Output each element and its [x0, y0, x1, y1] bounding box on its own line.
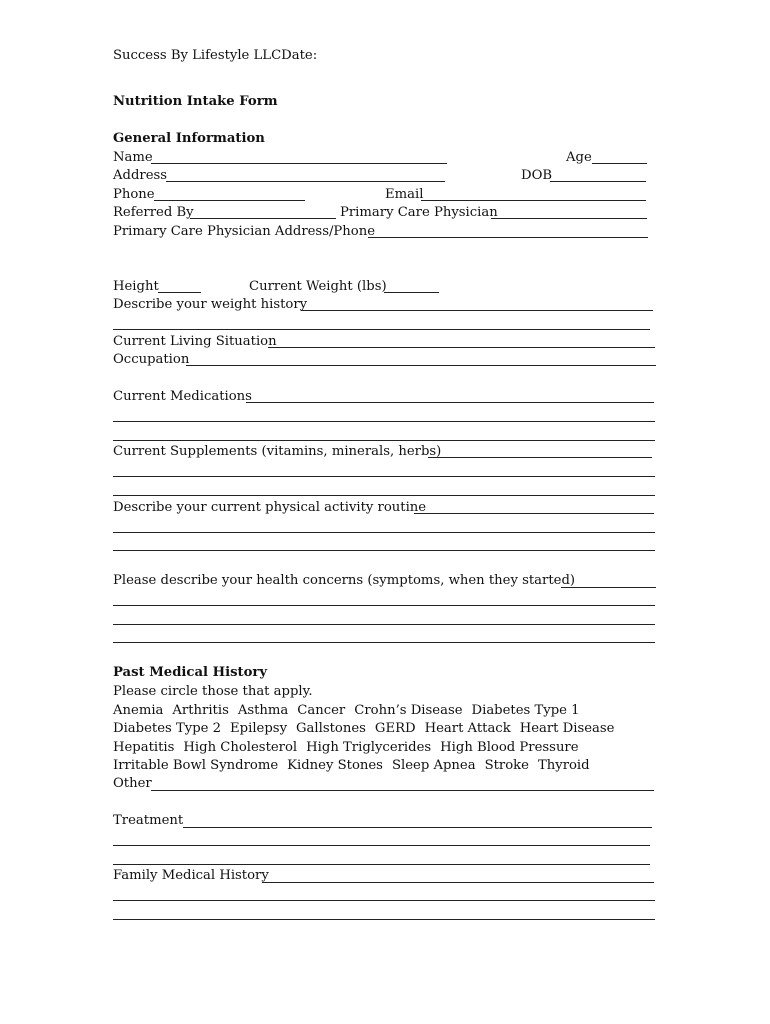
medications-field-line-2[interactable] — [113, 421, 655, 422]
email-label: Email — [385, 187, 424, 202]
condition-option[interactable]: Cancer — [297, 703, 346, 718]
address-field[interactable] — [166, 181, 445, 182]
condition-option[interactable]: Thyroid — [537, 758, 590, 773]
referred-by-label: Referred By — [113, 205, 194, 220]
condition-option[interactable]: Sleep Apnea — [391, 758, 476, 773]
age-label: Age — [566, 150, 592, 165]
condition-option[interactable]: Anemia — [113, 703, 164, 718]
condition-option[interactable]: Heart Disease — [519, 721, 615, 736]
health-concerns-field-line-4[interactable] — [113, 642, 655, 643]
supplements-label: Current Supplements (vitamins, minerals, herbs) — [113, 444, 442, 459]
living-situation-field[interactable] — [268, 347, 655, 348]
treatment-label: Treatment — [113, 813, 184, 828]
circle-instruction: Please circle those that apply. — [113, 684, 313, 699]
condition-row-4 — [113, 758, 590, 774]
medications-field-line-3[interactable] — [113, 440, 655, 441]
condition-option[interactable]: Stroke — [484, 758, 529, 773]
supplements-field[interactable] — [428, 457, 652, 458]
activity-field-line-3[interactable] — [113, 550, 655, 551]
height-label: Height — [113, 279, 159, 294]
activity-label: Describe your current physical activity routine — [113, 500, 427, 515]
weight-history-field[interactable] — [301, 310, 653, 311]
activity-field[interactable] — [414, 513, 654, 514]
name-label: Name — [113, 150, 153, 165]
condition-option[interactable]: Heart Attack — [424, 721, 511, 736]
treatment-field-line-2[interactable] — [113, 845, 650, 846]
condition-option[interactable]: Arthritis — [172, 703, 229, 718]
activity-field-line-2[interactable] — [113, 532, 655, 533]
condition-row-2 — [113, 721, 614, 737]
condition-option[interactable]: High Cholesterol — [183, 740, 298, 755]
supplements-field-line-2[interactable] — [113, 476, 655, 477]
dob-label: DOB — [521, 168, 553, 183]
weight-history-label: Describe your weight history — [113, 297, 308, 312]
condition-option[interactable]: Asthma — [237, 703, 289, 718]
occupation-label: Occupation — [113, 352, 190, 367]
header-line — [113, 48, 317, 64]
current-weight-field[interactable] — [384, 292, 439, 293]
family-history-field-line-2[interactable] — [113, 900, 655, 901]
family-history-label: Family Medical History — [113, 868, 269, 883]
family-history-field[interactable] — [262, 882, 654, 883]
condition-option[interactable]: Epilepsy — [230, 721, 288, 736]
condition-option[interactable]: Gallstones — [296, 721, 366, 736]
condition-option[interactable]: Hepatitis — [113, 740, 175, 755]
supplements-field-line-3[interactable] — [113, 495, 655, 496]
dob-field[interactable] — [550, 181, 646, 182]
treatment-field[interactable] — [183, 827, 652, 828]
form-title: Nutrition Intake Form — [113, 94, 278, 109]
condition-option[interactable]: Diabetes Type 1 — [471, 703, 580, 718]
health-concerns-field[interactable] — [561, 587, 656, 588]
email-field[interactable] — [421, 200, 646, 201]
condition-row-3 — [113, 740, 579, 756]
medications-label: Current Medications — [113, 389, 252, 404]
health-concerns-label: Please describe your health concerns (symptoms, when they started) — [113, 573, 576, 588]
pcp-address-label: Primary Care Physician Address/Phone — [113, 224, 376, 239]
date-label: Date: — [281, 48, 318, 63]
other-label: Other — [113, 776, 152, 791]
condition-option[interactable]: High Blood Pressure — [440, 740, 579, 755]
living-situation-label: Current Living Situation — [113, 334, 277, 349]
address-label: Address — [113, 168, 168, 183]
name-field[interactable] — [151, 163, 447, 164]
condition-option[interactable]: High Triglycerides — [306, 740, 432, 755]
condition-option[interactable]: Crohn’s Disease — [354, 703, 463, 718]
pcp-address-field[interactable] — [368, 237, 648, 238]
condition-option[interactable]: Irritable Bowl Syndrome — [113, 758, 279, 773]
current-weight-label: Current Weight (lbs) — [249, 279, 387, 294]
weight-history-field-line-2[interactable] — [113, 329, 650, 330]
occupation-field[interactable] — [186, 365, 656, 366]
company-name: Success By Lifestyle LLC — [113, 48, 282, 63]
other-field[interactable] — [151, 790, 654, 791]
age-field[interactable] — [592, 163, 647, 164]
health-concerns-field-line-2[interactable] — [113, 605, 655, 606]
phone-label: Phone — [113, 187, 155, 202]
general-info-heading: General Information — [113, 131, 265, 146]
medications-field[interactable] — [246, 402, 654, 403]
treatment-field-line-3[interactable] — [113, 864, 650, 865]
past-medical-history-heading: Past Medical History — [113, 665, 267, 680]
phone-field[interactable] — [154, 200, 305, 201]
condition-option[interactable]: Diabetes Type 2 — [113, 721, 222, 736]
referred-by-field[interactable] — [190, 218, 336, 219]
condition-row-1 — [113, 703, 580, 719]
height-field[interactable] — [158, 292, 201, 293]
family-history-field-line-3[interactable] — [113, 919, 655, 920]
condition-option[interactable]: GERD — [374, 721, 416, 736]
pcp-label: Primary Care Physician — [340, 205, 498, 220]
condition-option[interactable]: Kidney Stones — [287, 758, 383, 773]
health-concerns-field-line-3[interactable] — [113, 624, 655, 625]
pcp-field[interactable] — [491, 218, 647, 219]
